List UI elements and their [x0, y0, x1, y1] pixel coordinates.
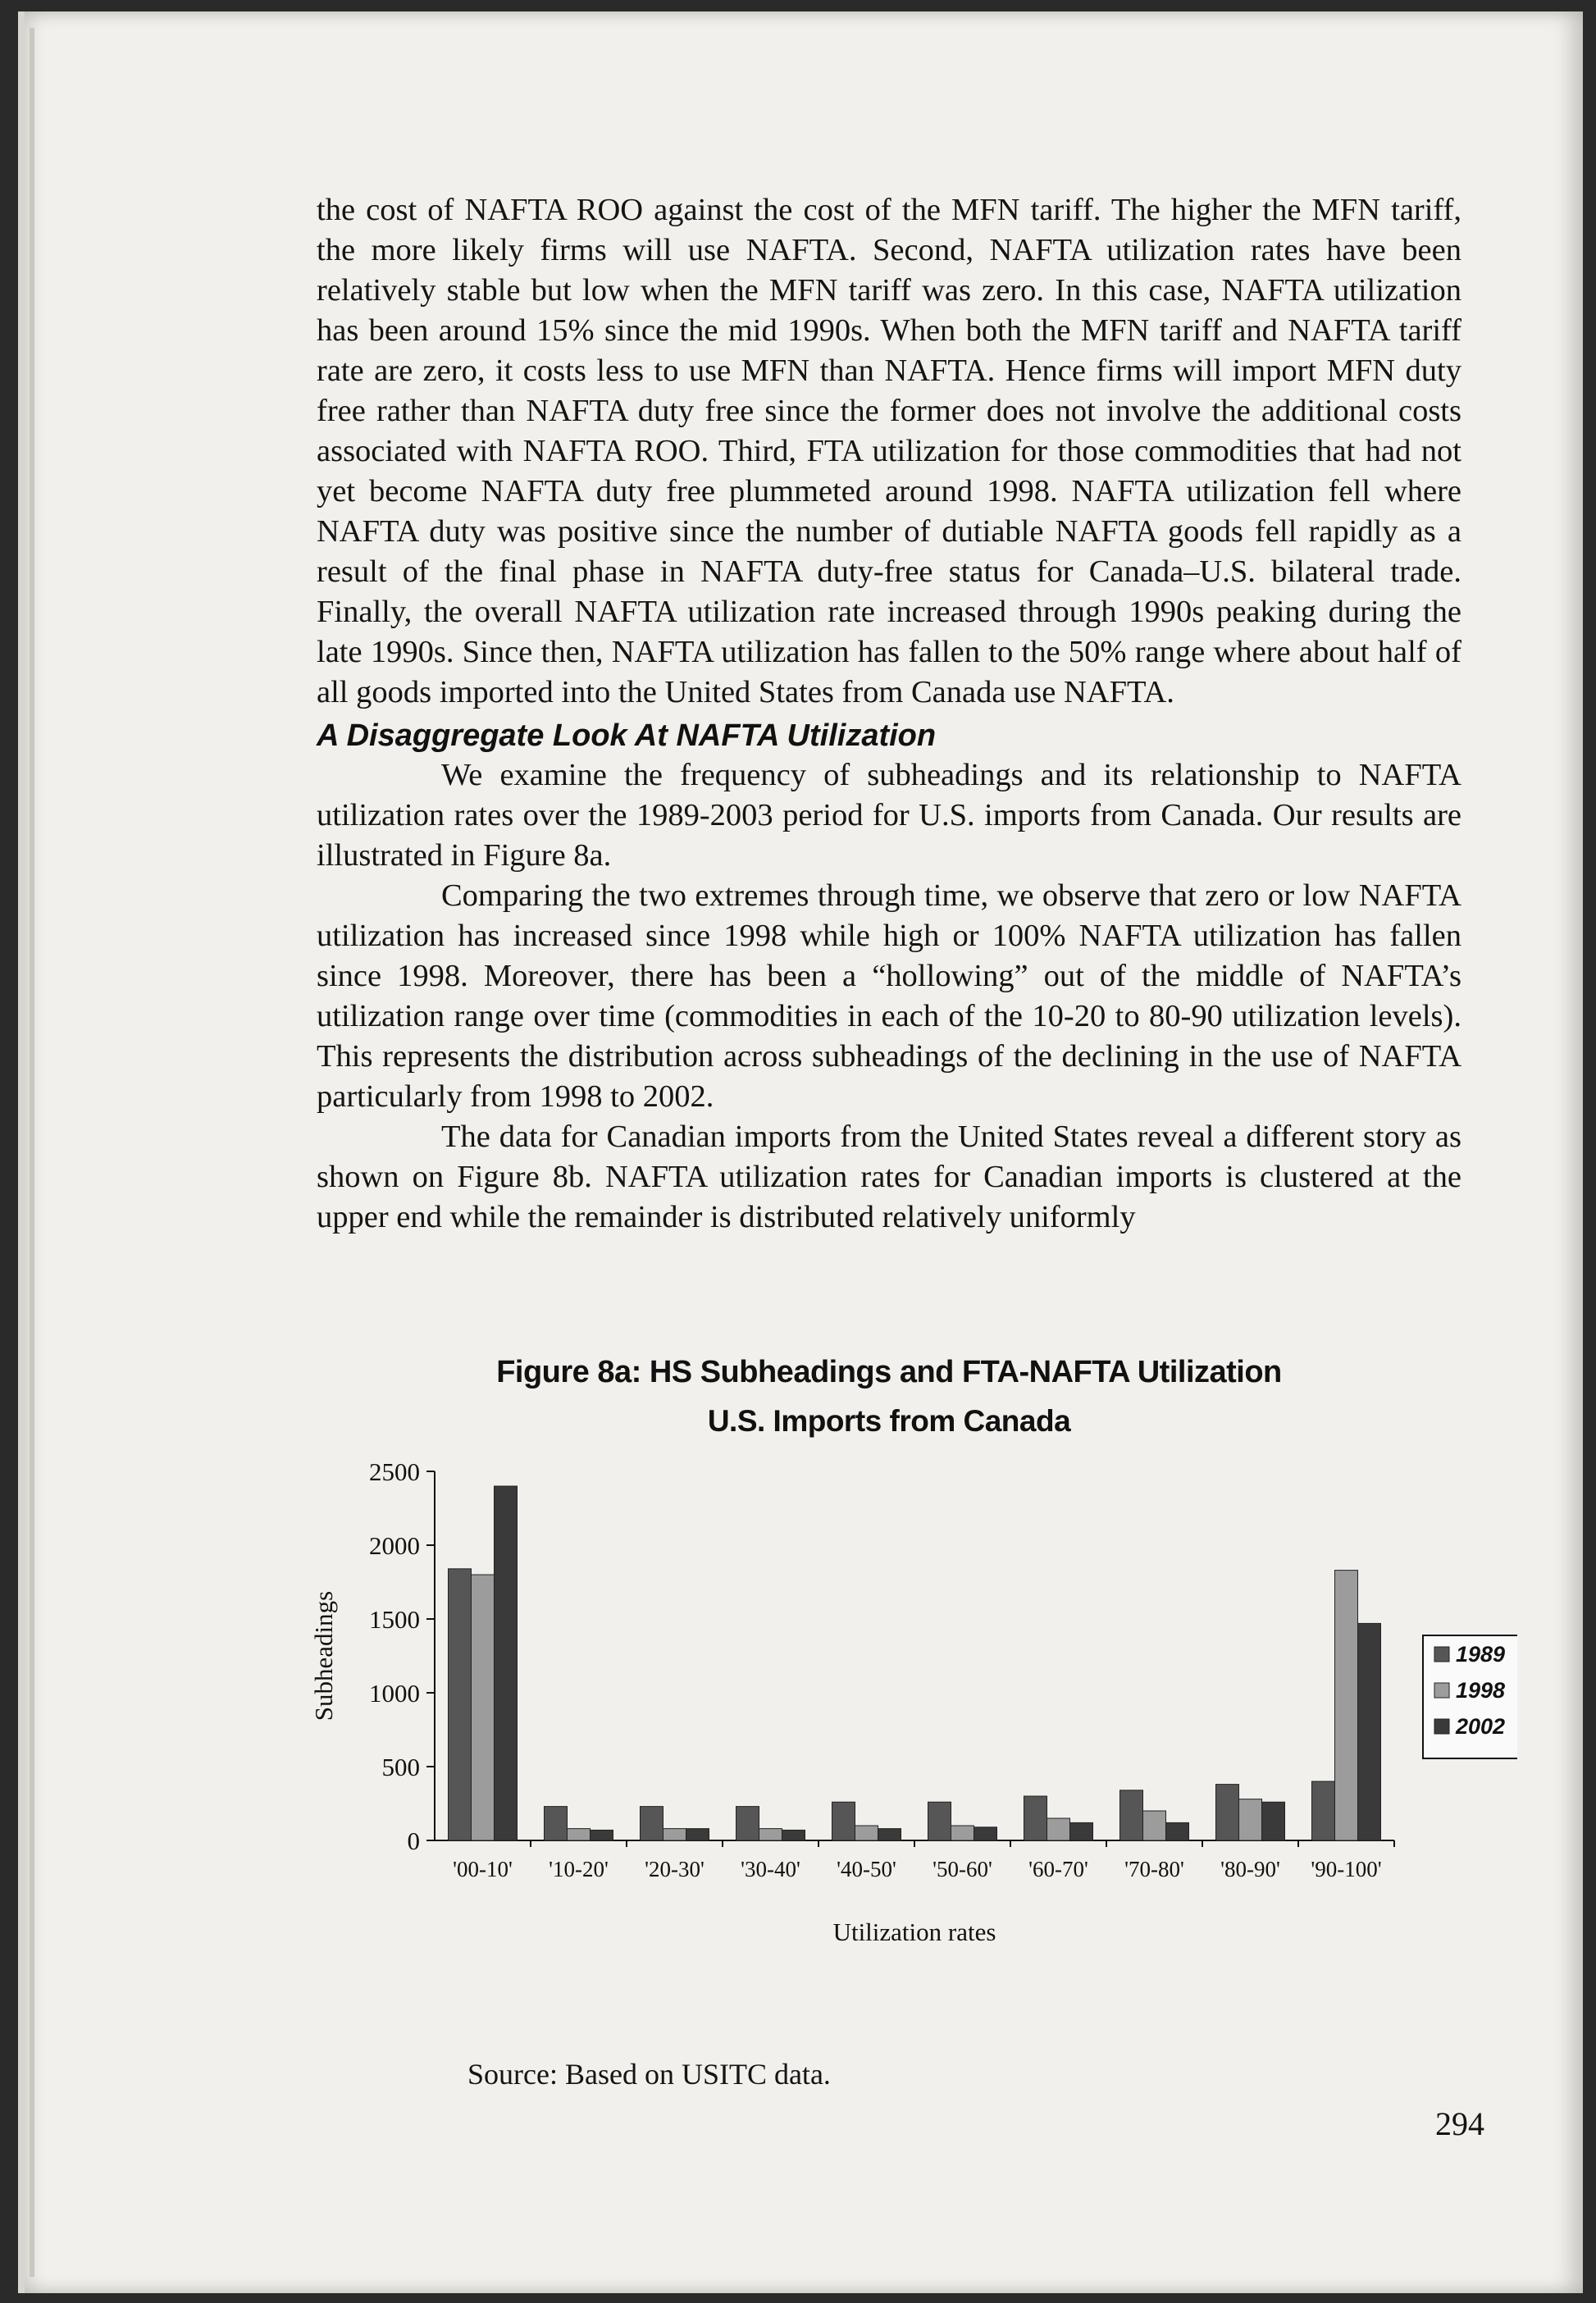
paragraph-1: the cost of NAFTA ROO against the cost of the MFN tariff. The higher the MFN tariff, the more likely firms will use NAFTA. Second, NAFTA utilization rates have been relatively stable but low when the MFN tariff was zero. In this case, NAFTA utilization has been around 15% since the mid 1990s. When both the MFN tariff and NAFTA tariff rate are zero, it costs less to use MFN than NAFTA. Hence firms will import MFN duty free rather than NAFTA duty free since the former does not involve the additional costs associated with NAFTA ROO. Third, FTA utilization for those commodities that had not yet become NAFTA duty free plummeted around 1998. NAFTA utilization fell where NAFTA duty was positive since the number of dutiable NAFTA goods fell rapidly as a result of the final phase in NAFTA duty-free status for Canada–U.S. bilateral trade. Finally, the overall NAFTA utilization rate increased through 1990s peaking during the late 1990s. Since then, NAFTA utilization has fallen to the 50% range where about half of all goods imported into the United States from Canada use NAFTA.	[317, 193, 1461, 709]
x-tick-label: '20-30'	[645, 1857, 705, 1881]
bar-1998-0	[472, 1575, 495, 1840]
document-page	[18, 11, 1583, 2293]
y-tick-label: 2000	[369, 1531, 420, 1560]
y-tick-label: 2500	[369, 1457, 420, 1486]
x-tick-label: '50-60'	[933, 1857, 992, 1881]
bar-1998-9	[1335, 1571, 1358, 1840]
bar-1998-4	[855, 1826, 878, 1840]
bar-1998-3	[759, 1829, 782, 1840]
y-tick-label: 1000	[369, 1679, 420, 1708]
bar-1998-7	[1143, 1811, 1166, 1840]
bar-1989-3	[736, 1807, 759, 1840]
x-tick-label: '40-50'	[837, 1857, 896, 1881]
chart-bars	[449, 1486, 1381, 1840]
paragraph-4: The data for Canadian imports from the United States reveal a different story as shown on Figure 8b. NAFTA utilization rates for Canadian imports is clustered at the upper end while the remainder is distributed relatively uniformly	[317, 1120, 1461, 1234]
bar-2002-2	[686, 1829, 709, 1840]
paragraph-2: We examine the frequency of subheadings and its relationship to NAFTA utilization rates over the 1989-2003 period for U.S. imports from Canada. Our results are illustrated in Figure 8a.	[317, 758, 1461, 873]
bar-1998-2	[663, 1829, 686, 1840]
legend-label-2002: 2002	[1456, 1714, 1506, 1739]
bar-2002-9	[1358, 1623, 1381, 1840]
y-axis-label: Subheadings	[309, 1590, 338, 1722]
bar-1989-6	[1024, 1796, 1047, 1840]
legend-swatch-1998	[1434, 1683, 1449, 1698]
x-tick-label: '30-40'	[741, 1857, 800, 1881]
bar-1989-5	[928, 1802, 951, 1840]
bar-2002-6	[1070, 1822, 1093, 1840]
bar-2002-5	[974, 1827, 997, 1840]
section-heading: A Disaggregate Look At NAFTA Utilization	[317, 718, 937, 753]
bar-1989-1	[545, 1807, 568, 1840]
legend-label-1989: 1989	[1456, 1642, 1506, 1667]
bar-2002-7	[1166, 1822, 1189, 1840]
bar-2002-8	[1262, 1802, 1285, 1840]
bar-chart	[287, 1439, 1517, 1980]
y-tick-label: 0	[407, 1826, 420, 1855]
bar-2002-4	[878, 1829, 901, 1840]
bar-1989-8	[1216, 1785, 1239, 1840]
page-edge	[30, 28, 34, 2277]
legend-swatch-2002	[1434, 1719, 1449, 1734]
source-note: Source: Based on USITC data.	[467, 2058, 831, 2091]
legend-label-1998: 1998	[1456, 1678, 1506, 1703]
x-tick-label: '90-100'	[1311, 1857, 1382, 1881]
y-tick-label: 1500	[369, 1605, 420, 1634]
bar-1989-9	[1312, 1781, 1335, 1840]
chart-legend	[1423, 1635, 1517, 1758]
x-tick-label: '10-20'	[549, 1857, 609, 1881]
bar-1998-8	[1239, 1799, 1262, 1840]
bar-1998-1	[568, 1829, 591, 1840]
bar-2002-0	[495, 1486, 518, 1840]
bar-2002-3	[782, 1830, 805, 1840]
y-tick-label: 500	[381, 1753, 420, 1781]
body-text	[317, 190, 1461, 1238]
bar-1989-2	[641, 1807, 663, 1840]
x-tick-label: '00-10'	[453, 1857, 513, 1881]
legend-swatch-1989	[1434, 1647, 1449, 1662]
paragraph-3: Comparing the two extremes through time, we observe that zero or low NAFTA utilization has increased since 1998 while high or 100% NAFTA utilization has fallen since 1998. Moreover, there has been a “hollowing” out of the middle of NAFTA’s utilization range over time (commodities in each of the 10-20 to 80-90 utilization levels). This represents the distribution across subheadings of the declining in the use of NAFTA particularly from 1998 to 2002.	[317, 878, 1461, 1114]
x-axis-label: Utilization rates	[832, 1918, 996, 1946]
bar-1989-4	[832, 1802, 855, 1840]
bar-1998-5	[951, 1826, 974, 1840]
x-tick-label: '80-90'	[1220, 1857, 1280, 1881]
x-tick-label: '70-80'	[1124, 1857, 1184, 1881]
figure-subtitle: U.S. Imports from Canada	[707, 1404, 1071, 1438]
figure-title: Figure 8a: HS Subheadings and FTA-NAFTA Utilization	[496, 1355, 1282, 1389]
bar-1989-0	[449, 1569, 472, 1840]
bar-1989-7	[1120, 1790, 1143, 1840]
x-tick-label: '60-70'	[1028, 1857, 1088, 1881]
bar-1998-6	[1047, 1818, 1070, 1840]
page-number: 294	[1435, 2105, 1484, 2142]
bar-2002-1	[591, 1830, 613, 1840]
